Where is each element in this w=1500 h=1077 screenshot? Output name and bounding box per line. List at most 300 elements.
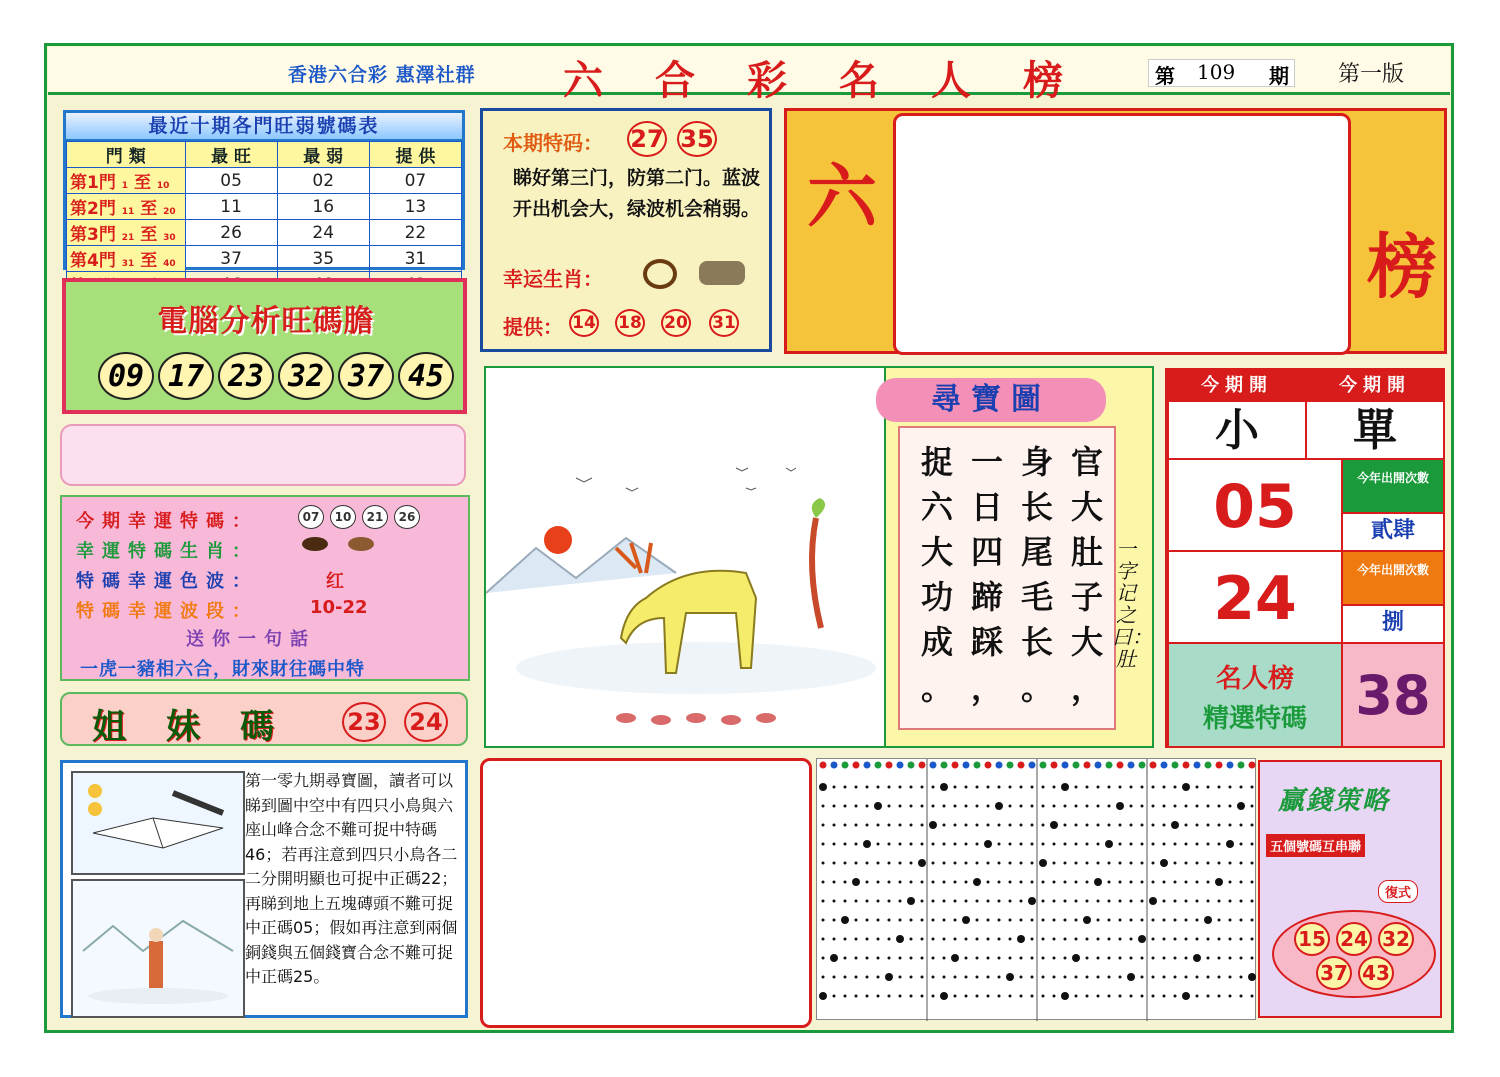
grid-dot [1031,805,1034,808]
grid-dot [1240,957,1243,960]
header-dot [1194,762,1201,769]
number-ball: 24 [404,702,448,742]
header-dot [1139,762,1146,769]
grid-dot [899,881,902,884]
grid-dot [899,900,902,903]
grid-dot [921,805,924,808]
grid-dot [1229,900,1232,903]
grid-dot [888,938,891,941]
grid-dot [822,824,825,827]
grid-dot [866,919,869,922]
header-dot [919,762,926,769]
header [48,47,1450,104]
grid-dot [965,957,968,960]
special-advice: 睇好第三门，防第二门。蓝波开出机会大，绿波机会稍弱。 [513,167,761,220]
size-result: 小 [1167,400,1307,460]
grid-dot [1152,881,1155,884]
grid-dot [1097,843,1100,846]
grid-dot [888,919,891,922]
grid-dot [1064,919,1067,922]
grid-dot [1020,976,1023,979]
phrase-text: 一虎一豬相六合，財來財往碼中特 [80,659,365,680]
grid-dot [1086,976,1089,979]
grid-dot [1240,881,1243,884]
number-ball: 20 [661,309,691,337]
grid-dot [965,786,968,789]
grid-dot [885,973,893,981]
number-ball: 14 [569,309,599,337]
grid-dot [1042,957,1045,960]
range-from: 11 [121,207,135,217]
grid-dot [1075,881,1078,884]
header-dot [897,762,904,769]
grid-dot [1196,862,1199,865]
provide-label: 提供： [503,315,563,339]
grid-dot [855,919,858,922]
grid-dot [1240,919,1243,922]
issue-box [1148,59,1295,87]
max-cell: 26 [185,220,277,246]
grid-dot [1218,824,1221,827]
range-to-label: 至 [140,251,158,271]
grid-dot [1075,824,1078,827]
min-cell: 16 [277,194,369,220]
grid-dot [888,824,891,827]
grid-dot [1182,783,1190,791]
grid-dot [1064,862,1067,865]
grid-dot [1163,957,1166,960]
zodiac-icons [302,535,374,556]
grid-dot [987,938,990,941]
grid-dot [899,976,902,979]
strength-table [63,110,465,270]
grid-dot [1053,881,1056,884]
grid-dot [1009,805,1012,808]
grid-dot [822,919,825,922]
grid-dot [1086,843,1089,846]
grid-dot [1020,843,1023,846]
grid-dot [877,957,880,960]
grid-dot [932,900,935,903]
min-cell: 24 [277,220,369,246]
grid-dot [1009,881,1012,884]
grid-dot [1207,881,1210,884]
verse-hint: 一字记之曰：肚 [1112,537,1152,671]
verse-punct: 。 [920,669,953,707]
grid-dot [1141,919,1144,922]
grid-dot [962,916,970,924]
grid-dot [1020,919,1023,922]
grid-dot [1064,881,1067,884]
grid-dot [844,995,847,998]
grid-dot [1152,976,1155,979]
grid-dot [987,919,990,922]
grid-dot [877,900,880,903]
grid-dot [1097,919,1100,922]
col-header: 最 弱 [277,142,369,168]
grid-dot [1163,976,1166,979]
grid-dot [910,786,913,789]
grid-dot [1050,821,1058,829]
provide-cell: 22 [369,220,461,246]
fame-title: 名人榜 [1215,664,1294,694]
grid-dot [866,957,869,960]
header-dot [1238,762,1245,769]
verse-column: 身长尾毛长 [1020,443,1053,661]
grid-dot [1097,957,1100,960]
grid-dot [1196,786,1199,789]
grid-dot [1174,919,1177,922]
grid-dot [1042,824,1045,827]
header-dot [1227,762,1234,769]
grid-dot [1141,976,1144,979]
grid-dot [998,957,1001,960]
grid-dot [1053,843,1056,846]
grid-dot [1127,973,1135,981]
grid-dot [1009,957,1012,960]
grid-dot [1251,805,1254,808]
grid-dot [1083,916,1091,924]
grid-dot [1061,992,1069,1000]
grid-dot [855,786,858,789]
grid-dot [1130,919,1133,922]
number-ball: 45 [398,352,454,400]
grid-dot [1251,786,1254,789]
grid-dot [998,881,1001,884]
table-row [67,220,462,246]
grid-dot [1108,881,1111,884]
number-ball: 31 [709,309,739,337]
header-dot [1062,762,1069,769]
header-dot [1029,762,1036,769]
grid-dot [987,881,990,884]
grid-dot [1229,957,1232,960]
grid-dot [852,878,860,886]
number-ball: 35 [677,121,717,157]
grid-dot [976,843,979,846]
grid-dot [1163,843,1166,846]
grid-dot [1009,938,1012,941]
grid-dot [866,862,869,865]
grid-dot [1229,805,1232,808]
header-dot [1161,762,1168,769]
fame-subtitle: 精選特碼 [1202,704,1307,734]
grid-dot [899,843,902,846]
grid-dot [1053,786,1056,789]
issue-prefix: 第 [1155,64,1175,88]
grid-dot [1141,881,1144,884]
banner-right-char: 榜 [1367,225,1437,308]
door-label: 第3門 [70,225,116,245]
grid-dot [1075,843,1078,846]
scholar-illustration [71,879,245,1018]
grid-dot [932,843,935,846]
grid-dot [987,976,990,979]
grid-dot [888,957,891,960]
header-dot [1084,762,1091,769]
grid-dot [1174,938,1177,941]
number-ball: 23 [218,352,274,400]
blank-panel [893,113,1351,355]
pick-number: 05 [1167,458,1343,552]
grid-dot [833,862,836,865]
book-icon [73,773,243,873]
grid-dot [1152,919,1155,922]
grid-dot [1119,976,1122,979]
grid-dot [1141,957,1144,960]
grid-dot [888,805,891,808]
sister-title: 姐妹碼 [92,707,314,747]
strategy-label: 五個號碼互串聯 [1266,834,1365,857]
grid-dot [940,783,948,791]
analysis-box [62,278,467,414]
grid-dot [877,976,880,979]
grid-dot [822,976,825,979]
grid-dot [844,862,847,865]
header-dot [996,762,1003,769]
grid-dot [932,957,935,960]
grid-dot [976,938,979,941]
grid-dot [1152,862,1155,865]
grid-dot [1174,862,1177,865]
grid-dot [1185,919,1188,922]
grid-dot [998,824,1001,827]
verse-column: 官大肚子大 [1070,443,1103,661]
grid-dot [1042,900,1045,903]
grid-dot [1240,843,1243,846]
grid-dot [1240,976,1243,979]
grid-dot [1017,935,1025,943]
grid-dot [1031,919,1034,922]
grid-dot [1031,881,1034,884]
grid-dot [1075,786,1078,789]
grid-dot [1196,938,1199,941]
grid-dot [1064,938,1067,941]
grid-dot [1075,862,1078,865]
grid-dot [932,862,935,865]
grid-dot [866,938,869,941]
grid-dot [1031,995,1034,998]
header-dot [1117,762,1124,769]
grid-dot [855,957,858,960]
grid-dot [943,824,946,827]
grid-dot [1251,824,1254,827]
grid-dot [954,786,957,789]
grid-dot [1196,843,1199,846]
grid-dot [833,995,836,998]
grid-dot [1185,881,1188,884]
grid-dot [954,862,957,865]
grid-dot [1185,843,1188,846]
grid-dot [1141,843,1144,846]
luck-line-1-numbers [298,505,426,529]
count-label: 今年出開次數 [1341,550,1445,606]
range-to-label: 至 [133,173,151,193]
strength-table-caption: 最近十期各門旺弱號碼表 [66,113,462,141]
lucky-number: 07 [298,505,324,529]
luck-line-3-label: 特碼幸運色波： [76,571,258,592]
grid-dot [1053,862,1056,865]
grid-dot [1086,900,1089,903]
grid-dot [965,862,968,865]
header-dot [820,762,827,769]
grid-dot [998,995,1001,998]
provide-cell: 07 [369,168,461,194]
grid-dot [1097,938,1100,941]
grid-dot [866,976,869,979]
dog-icon [699,261,745,285]
lucky-number: 26 [394,505,420,529]
max-cell: 11 [185,194,277,220]
grid-dot [1152,824,1155,827]
grid-dot [1053,938,1056,941]
analysis-numbers [98,352,454,400]
grid-dot [943,805,946,808]
grid-dot [1174,995,1177,998]
grid-dot [1152,957,1155,960]
header-dot [1018,762,1025,769]
grid-dot [877,862,880,865]
grid-dot [1251,862,1254,865]
grid-dot [1020,900,1023,903]
max-cell: 05 [185,168,277,194]
grid-dot [1105,840,1113,848]
grid-dot [1119,862,1122,865]
grid-dot [1086,995,1089,998]
grid-dot [1086,862,1089,865]
grid-dot [866,824,869,827]
grid-dot [921,824,924,827]
grid-dot [877,824,880,827]
door-label: 第1門 [70,173,116,193]
grid-dot [888,862,891,865]
door-label: 第2門 [70,199,116,219]
grid-dot [1218,786,1221,789]
provide-cell: 31 [369,246,461,272]
grid-dot [1207,805,1210,808]
grid-dot [1229,786,1232,789]
blank-panel-bottom [480,758,812,1028]
grid-dot [987,862,990,865]
luck-line-4-label: 特碼幸運波段： [76,601,258,622]
grid-dot [1108,862,1111,865]
grid-dot [1248,973,1256,981]
verse-column: 一日四蹄踩 [970,443,1003,661]
number-ball: 43 [1358,956,1394,990]
banner-left-char: 六 [807,155,877,238]
grid-dot [1130,995,1133,998]
grid-dot [1020,862,1023,865]
grid-dot [1130,843,1133,846]
open-label: 今期開 [1167,370,1307,402]
grid-dot [833,824,836,827]
grid-dot [1119,881,1122,884]
grid-dot [855,900,858,903]
grid-dot [1240,938,1243,941]
range-to: 10 [156,181,170,191]
range-to-label: 至 [140,225,158,245]
grid-dot [822,900,825,903]
grid-dot [1108,805,1111,808]
grid-dot [965,900,968,903]
grid-dot [841,916,849,924]
grid-dot [1218,900,1221,903]
grid-dot [1097,786,1100,789]
verse-punct: 。 [1020,669,1053,707]
grid-dot [932,995,935,998]
grid-dot [1009,786,1012,789]
grid-dot [1108,824,1111,827]
grid-dot [888,900,891,903]
grid-dot [1193,954,1201,962]
min-cell: 02 [277,168,369,194]
grid-dot [855,995,858,998]
grid-dot [976,900,979,903]
grid-dot [1240,824,1243,827]
grid-dot [1086,957,1089,960]
grid-dot [1119,786,1122,789]
grid-dot [844,900,847,903]
grid-dot [1064,805,1067,808]
grid-dot [932,881,935,884]
header-dot [1172,762,1179,769]
grid-dot [874,802,882,810]
grid-dot [1097,862,1100,865]
grid-dot [1240,995,1243,998]
treasure-picture [484,366,886,748]
grid-dot [877,881,880,884]
grid-dot [910,805,913,808]
grid-dot [1185,805,1188,808]
grid-dot [1009,919,1012,922]
grid-dot [1130,938,1133,941]
grid-dot [1141,995,1144,998]
grid-dot [1240,862,1243,865]
landscape-icon [73,881,243,1016]
grid-dot [987,786,990,789]
grid-dot [819,783,827,791]
results-panel [1165,368,1445,748]
grid-dot [910,862,913,865]
grid-dot [1237,802,1245,810]
treasure-verse [898,426,1116,730]
grid-dot [1240,786,1243,789]
grid-dot [1086,824,1089,827]
grid-dot [1009,900,1012,903]
header-dot [985,762,992,769]
grid-dot [1009,824,1012,827]
grid-dot [1163,900,1166,903]
grid-dot [1042,786,1045,789]
header-dot [1073,762,1080,769]
grid-dot [1141,805,1144,808]
grid-dot [998,843,1001,846]
grid-dot [929,821,937,829]
grid-dot [863,840,871,848]
header-dot [930,762,937,769]
grid-dot [1053,995,1056,998]
grid-dot [1119,900,1122,903]
grid-dot [910,919,913,922]
header-dot [1205,762,1212,769]
grid-dot [1207,938,1210,941]
luck-line-1-label: 今期幸運特碼： [76,511,258,532]
special-number-box [480,108,772,352]
deer-illustration [486,368,884,746]
grid-dot [1130,805,1133,808]
number-ball: 15 [1294,922,1330,956]
grid-dot [943,900,946,903]
